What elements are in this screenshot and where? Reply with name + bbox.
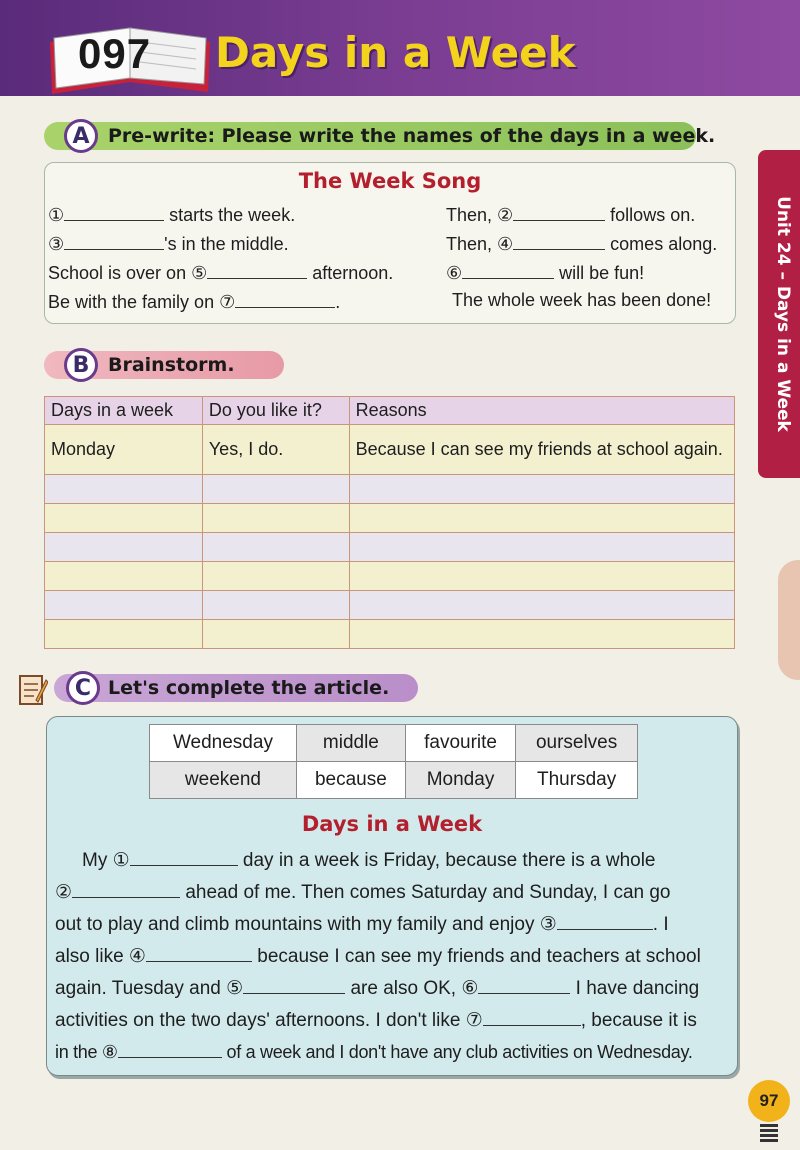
article-line-4: also like ④ because I can see my friends and teachers at school: [55, 946, 701, 967]
word-bank-item: Monday: [405, 762, 515, 799]
word-bank-item: middle: [296, 725, 405, 762]
article-blank-6[interactable]: [478, 976, 570, 994]
word-bank-item: ourselves: [516, 725, 638, 762]
thumb-edge: [778, 560, 800, 680]
page-number: 97: [748, 1080, 790, 1122]
table-row[interactable]: [45, 504, 735, 533]
blank-2[interactable]: [513, 203, 605, 221]
article-blank-7[interactable]: [483, 1008, 581, 1026]
table-row[interactable]: [45, 562, 735, 591]
blank-4[interactable]: [513, 232, 605, 250]
article-blank-4[interactable]: [146, 944, 252, 962]
article-line-5: again. Tuesday and ⑤ are also OK, ⑥ I have dancing: [55, 978, 700, 999]
blank-6[interactable]: [462, 261, 554, 279]
word-bank-item: because: [296, 762, 405, 799]
table-row[interactable]: [45, 475, 735, 504]
song-line-1-right: Then, ② follows on.: [446, 205, 696, 225]
blank-7[interactable]: [235, 290, 335, 308]
song-line-2-left: ③ 's in the middle.: [48, 234, 289, 254]
table-row[interactable]: [45, 533, 735, 562]
col-header-like: Do you like it?: [202, 397, 349, 425]
song-line-4-right: The whole week has been done!: [452, 290, 712, 310]
unit-side-label: Unit 24 – Days in a Week: [773, 196, 793, 432]
song-line-3-left: School is over on ⑤ afternoon.: [48, 263, 394, 283]
table-row: Monday Yes, I do. Because I can see my friends at school again.: [45, 425, 735, 475]
article-blank-8[interactable]: [118, 1040, 222, 1058]
table-row[interactable]: [45, 591, 735, 620]
section-b-title: Brainstorm.: [108, 354, 235, 376]
song-line-3-right: ⑥ will be fun!: [446, 263, 645, 283]
word-bank-table: [149, 724, 638, 799]
article-blank-1[interactable]: [130, 848, 238, 866]
word-bank-item: favourite: [405, 725, 515, 762]
song-title: The Week Song: [298, 169, 482, 193]
article-line-1: My ① day in a week is Friday, because there is a whole: [82, 850, 656, 871]
blank-5[interactable]: [207, 261, 307, 279]
article-blank-5[interactable]: [243, 976, 345, 994]
col-header-reasons: Reasons: [349, 397, 734, 425]
table-row[interactable]: [45, 620, 735, 649]
article-line-6: activities on the two days' afternoons. I don't like ⑦ , because it is: [55, 1010, 697, 1031]
article-line-2: ② ahead of me. Then comes Saturday and Sunday, I can go: [55, 882, 671, 903]
blank-3[interactable]: [64, 232, 164, 250]
article-blank-3[interactable]: [557, 912, 653, 930]
notepad-pencil-icon: [18, 672, 48, 708]
col-header-days: Days in a week: [45, 397, 203, 425]
word-bank-item: Thursday: [516, 762, 638, 799]
article-line-3: out to play and climb mountains with my family and enjoy ③ . I: [55, 914, 669, 935]
word-bank-item: Wednesday: [150, 725, 297, 762]
article-line-7: in the ⑧ of a week and I don't have any club activities on Wednesday.: [55, 1042, 693, 1062]
article-blank-2[interactable]: [72, 880, 180, 898]
page-title: Days in a Week: [215, 28, 576, 77]
section-a-badge: A: [64, 119, 98, 153]
section-c-badge: C: [66, 671, 100, 705]
song-line-4-left: Be with the family on ⑦ .: [48, 292, 341, 312]
blank-1[interactable]: [64, 203, 164, 221]
section-a-title: Pre-write: Please write the names of the days in a week.: [108, 125, 716, 147]
section-b-badge: B: [64, 348, 98, 382]
lesson-number: 097: [78, 30, 152, 77]
article-title: Days in a Week: [301, 812, 483, 836]
section-c-title: Let's complete the article.: [108, 677, 390, 699]
brainstorm-table: [44, 396, 735, 649]
lightbulb-base-icon: [760, 1124, 778, 1142]
song-line-1-left: ① starts the week.: [48, 205, 296, 225]
song-line-2-right: Then, ④ comes along.: [446, 234, 718, 254]
word-bank-item: weekend: [150, 762, 297, 799]
